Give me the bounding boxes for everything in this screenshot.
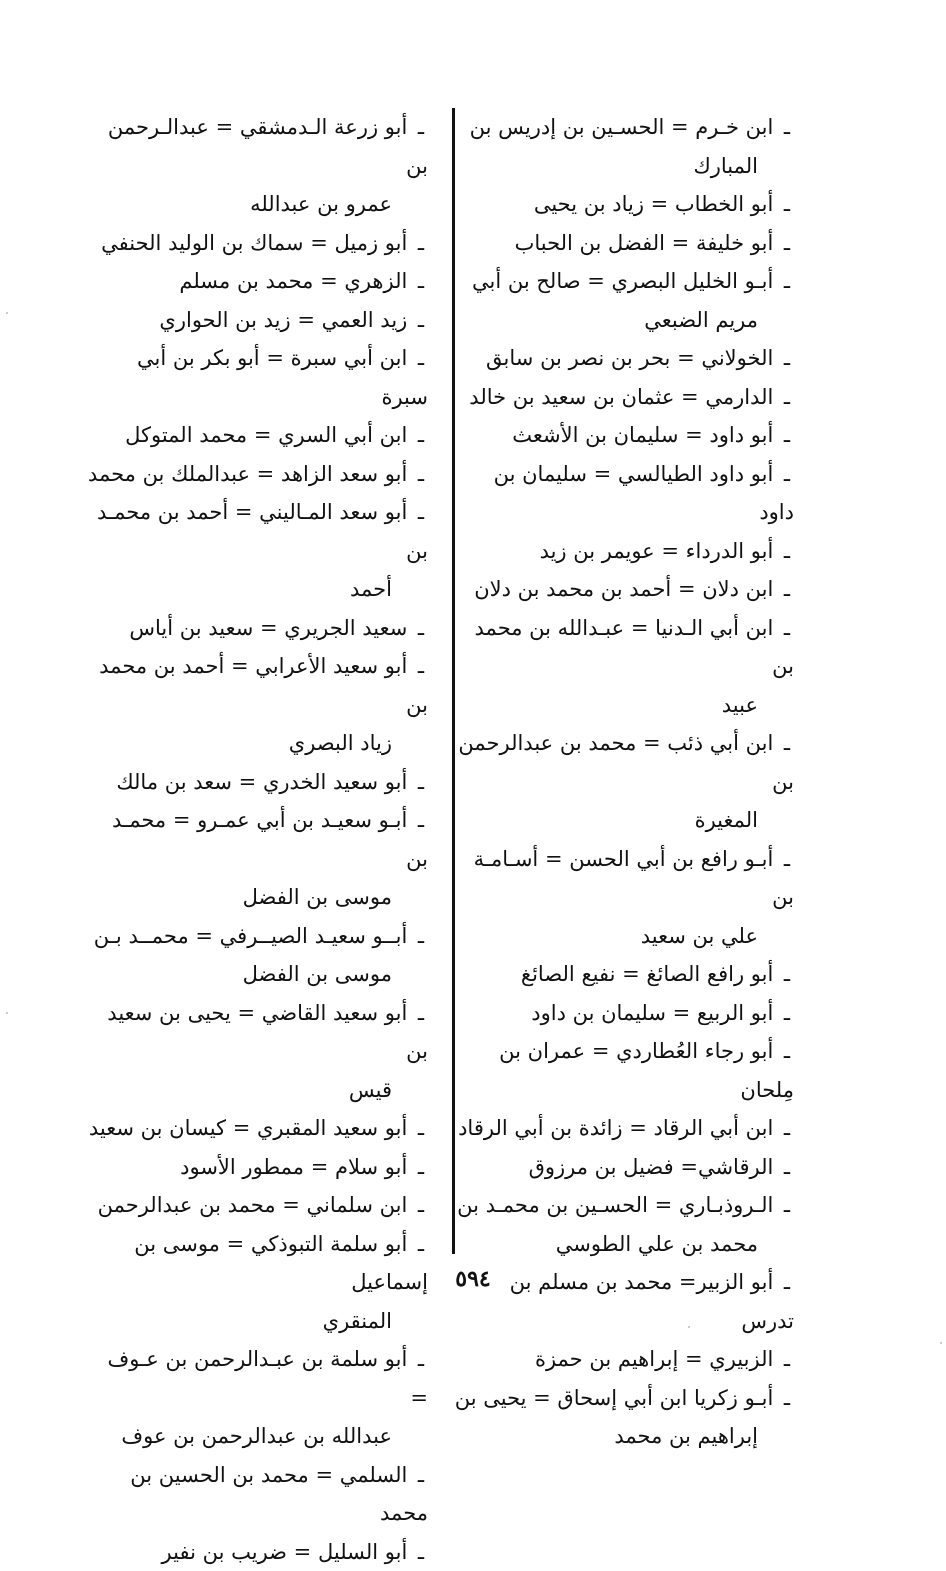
index-entry — [86, 647, 428, 763]
index-entry — [454, 570, 794, 609]
index-entry — [86, 994, 428, 1110]
entry-continuation: عبيد — [454, 686, 794, 725]
index-entry — [86, 1340, 428, 1456]
entry-text: أبو سلمة التبوذكي = موسى بن إسماعيل — [134, 1232, 428, 1295]
index-entry — [454, 455, 794, 532]
entry-text: أبو سلمة بن عبـدالرحمن بن عـوف = — [108, 1347, 428, 1410]
entry-dash: ـ — [414, 994, 428, 1033]
index-entry — [86, 609, 428, 648]
entry-continuation: إبراهيم بن محمد — [454, 1417, 794, 1456]
entry-dash: ـ — [780, 339, 794, 378]
entry-text: أبو زرعة الـدمشقي = عبدالـرحمن بن — [108, 115, 428, 178]
entry-dash: ـ — [780, 262, 794, 301]
entry-dash: ـ — [414, 1109, 428, 1148]
entry-dash: ـ — [780, 1263, 794, 1302]
index-entry — [454, 532, 794, 571]
entry-dash: ـ — [780, 1186, 794, 1225]
index-entry — [454, 994, 794, 1033]
entry-text: ابن دلان = أحمد بن محمد بن دلان — [474, 577, 773, 601]
entry-dash: ـ — [414, 647, 428, 686]
entry-continuation: المبارك — [454, 147, 794, 186]
index-entry — [86, 455, 428, 494]
entry-text: أبـو زكريا ابن أبي إسحاق = يحيى بن — [455, 1386, 774, 1410]
entry-dash: ـ — [780, 1340, 794, 1379]
entry-continuation: موسى بن الفضل — [86, 955, 428, 994]
entry-text: أبو السليل = ضريب بن نفير — [162, 1540, 408, 1564]
entry-text: أبو سعيد القاضي = يحيى بن سعيد بن — [107, 1001, 428, 1064]
entry-continuation: علي بن سعيد — [454, 917, 794, 956]
entry-continuation: المغيرة — [454, 801, 794, 840]
index-column-left — [86, 108, 428, 1571]
index-entry — [86, 1109, 428, 1148]
entry-dash: ـ — [414, 763, 428, 802]
entry-text: الرقاشي= فضيل بن مرزوق — [529, 1155, 774, 1179]
entry-text: أبـو رافع بن أبي الحسن = أسـامـة بن — [474, 847, 794, 910]
entry-dash: ـ — [780, 532, 794, 571]
entry-text: الزهري = محمد بن مسلم — [179, 269, 407, 293]
entry-text: أبو سعد المـاليني = أحمد بن محمـد بن — [97, 500, 428, 563]
entry-dash: ـ — [780, 1032, 794, 1071]
entry-text: ابن أبي الـدنيا = عبـدالله بن محمد بن — [475, 616, 794, 679]
entry-text: أبو رجاء العُطاردي = عمران بن مِلحان — [499, 1039, 794, 1102]
entry-text: أبو الربيع = سليمان بن داود — [531, 1001, 773, 1025]
entry-text: الدارمي = عثمان بن سعيد بن خالد — [469, 385, 773, 409]
entry-continuation: مريم الضبعي — [454, 301, 794, 340]
entry-dash: ـ — [780, 224, 794, 263]
entry-dash: ـ — [414, 339, 428, 378]
scan-speck — [688, 1326, 690, 1328]
entry-text: أبو سعيد المقبري = كيسان بن سعيد — [89, 1116, 407, 1140]
entry-dash: ـ — [780, 378, 794, 417]
entry-dash: ـ — [780, 609, 794, 648]
entry-dash: ـ — [414, 262, 428, 301]
index-entry — [454, 262, 794, 339]
entry-dash: ـ — [780, 185, 794, 224]
entry-dash: ـ — [780, 570, 794, 609]
index-entry — [454, 609, 794, 725]
entry-text: أبو سلام = ممطور الأسود — [180, 1155, 407, 1179]
entry-dash: ـ — [414, 301, 428, 340]
entry-dash: ـ — [414, 1456, 428, 1495]
index-entry — [86, 493, 428, 609]
entry-text: أبو داود = سليمان بن الأشعث — [512, 423, 773, 447]
entry-dash: ـ — [780, 1148, 794, 1187]
entry-dash: ـ — [780, 955, 794, 994]
entry-continuation: المنقري — [86, 1302, 428, 1341]
entry-dash: ـ — [414, 493, 428, 532]
entry-text: أبو زميل = سماك بن الوليد الحنفي — [101, 231, 407, 255]
entry-dash: ـ — [414, 1225, 428, 1264]
scan-speck — [6, 312, 8, 314]
index-entry — [86, 1456, 428, 1533]
entry-dash: ـ — [780, 994, 794, 1033]
index-entry — [86, 108, 428, 224]
entry-dash: ـ — [414, 609, 428, 648]
index-entry — [454, 339, 794, 378]
entry-continuation: عمرو بن عبدالله — [86, 185, 428, 224]
entry-text: أبــو سعيـد الصيــرفي = محمــد بـن — [94, 924, 408, 948]
entry-text: سعيد الجريري = سعيد بن أياس — [129, 616, 407, 640]
index-entry — [86, 224, 428, 263]
index-entry — [86, 339, 428, 416]
entry-dash: ـ — [780, 108, 794, 147]
index-entry — [454, 1148, 794, 1187]
index-entry — [86, 416, 428, 455]
entry-text: أبو سعيد الخدري = سعد بن مالك — [116, 770, 407, 794]
entry-dash: ـ — [780, 1379, 794, 1418]
entry-text: ابن أبي الرقاد = زائدة بن أبي الرقاد — [458, 1116, 773, 1140]
entry-continuation: أحمد — [86, 570, 428, 609]
entry-text: السلمي = محمد بن الحسين بن محمد — [130, 1463, 428, 1526]
entry-continuation: موسى بن الفضل — [86, 878, 428, 917]
page-number: ٥٩٤ — [0, 1266, 946, 1292]
entry-text: أبـو سعيـد بن أبي عمـرو = محمـد بن — [112, 808, 428, 871]
entry-dash: ـ — [414, 1340, 428, 1379]
index-entry — [454, 840, 794, 956]
entry-dash: ـ — [414, 455, 428, 494]
index-entry — [454, 108, 794, 185]
entry-continuation: قيس — [86, 1071, 428, 1110]
index-entry — [454, 416, 794, 455]
entry-text: أبو خليفة = الفضل بن الحباب — [515, 231, 774, 255]
entry-text: أبو رافع الصائغ = نفيع الصائغ — [521, 962, 773, 986]
entry-dash: ـ — [414, 801, 428, 840]
entry-text: ابن سلماني = محمد بن عبدالرحمن — [98, 1193, 408, 1217]
entry-continuation: زياد البصري — [86, 724, 428, 763]
index-entry — [86, 1533, 428, 1571]
index-entry — [454, 1186, 794, 1263]
entry-continuation: عبدالله بن عبدالرحمن بن عوف — [86, 1417, 428, 1456]
index-entry — [454, 724, 794, 840]
entry-text: أبو الخطاب = زياد بن يحيى — [534, 192, 774, 216]
index-entry — [454, 1032, 794, 1109]
entry-text: ابن أبي سبرة = أبو بكر بن أبي سبرة — [137, 346, 428, 409]
index-entry — [86, 1148, 428, 1187]
index-entry — [454, 185, 794, 224]
entry-text: ابن خـرم = الحسـين بن إدريس بن — [470, 115, 774, 139]
entry-text: ابن أبي السري = محمد المتوكل — [125, 423, 407, 447]
index-entry — [454, 378, 794, 417]
entry-dash: ـ — [414, 224, 428, 263]
entry-dash: ـ — [780, 1109, 794, 1148]
entry-text: أبو الزبير= محمد بن مسلم بن تدرس — [510, 1270, 794, 1333]
entry-text: أبو داود الطيالسي = سليمان بن داود — [494, 462, 794, 525]
entry-dash: ـ — [780, 416, 794, 455]
entry-dash: ـ — [780, 840, 794, 879]
index-entry — [454, 1340, 794, 1379]
index-column-right — [454, 108, 794, 1456]
entry-text: أبـو الخليل البصري = صالح بن أبي — [472, 269, 773, 293]
index-entry — [86, 763, 428, 802]
index-entry — [86, 1186, 428, 1225]
scan-speck — [6, 1012, 8, 1014]
entry-dash: ـ — [414, 1533, 428, 1571]
index-entry — [86, 262, 428, 301]
entry-text: أبو سعيد الأعرابي = أحمد بن محمد بن — [99, 654, 428, 717]
entry-text: الخولاني = بحر بن نصر بن سابق — [486, 346, 773, 370]
entry-dash: ـ — [780, 724, 794, 763]
entry-text: أبو سعد الزاهد = عبدالملك بن محمد — [88, 462, 407, 486]
entry-dash: ـ — [414, 108, 428, 147]
index-entry — [86, 301, 428, 340]
index-entry — [86, 917, 428, 994]
entry-continuation: محمد بن علي الطوسي — [454, 1225, 794, 1264]
entry-dash: ـ — [414, 1148, 428, 1187]
entry-dash: ـ — [780, 455, 794, 494]
entry-dash: ـ — [414, 917, 428, 956]
index-entry — [454, 955, 794, 994]
entry-dash: ـ — [414, 1186, 428, 1225]
column-divider — [452, 108, 455, 1254]
entry-text: زيد العمي = زيد بن الحواري — [159, 308, 407, 332]
index-entry — [454, 224, 794, 263]
entry-text: أبو الدرداء = عويمر بن زيد — [540, 539, 774, 563]
entry-dash: ـ — [414, 416, 428, 455]
entry-text: ابن أبي ذئب = محمد بن عبدالرحمن بن — [458, 731, 794, 794]
index-entry — [86, 801, 428, 917]
index-entry — [454, 1379, 794, 1456]
entry-text: الزبيري = إبراهيم بن حمزة — [535, 1347, 773, 1371]
entry-text: الـروذبـاري = الحسـين بن محمـد بن — [457, 1193, 773, 1217]
scan-speck — [940, 1342, 942, 1344]
index-entry — [454, 1109, 794, 1148]
